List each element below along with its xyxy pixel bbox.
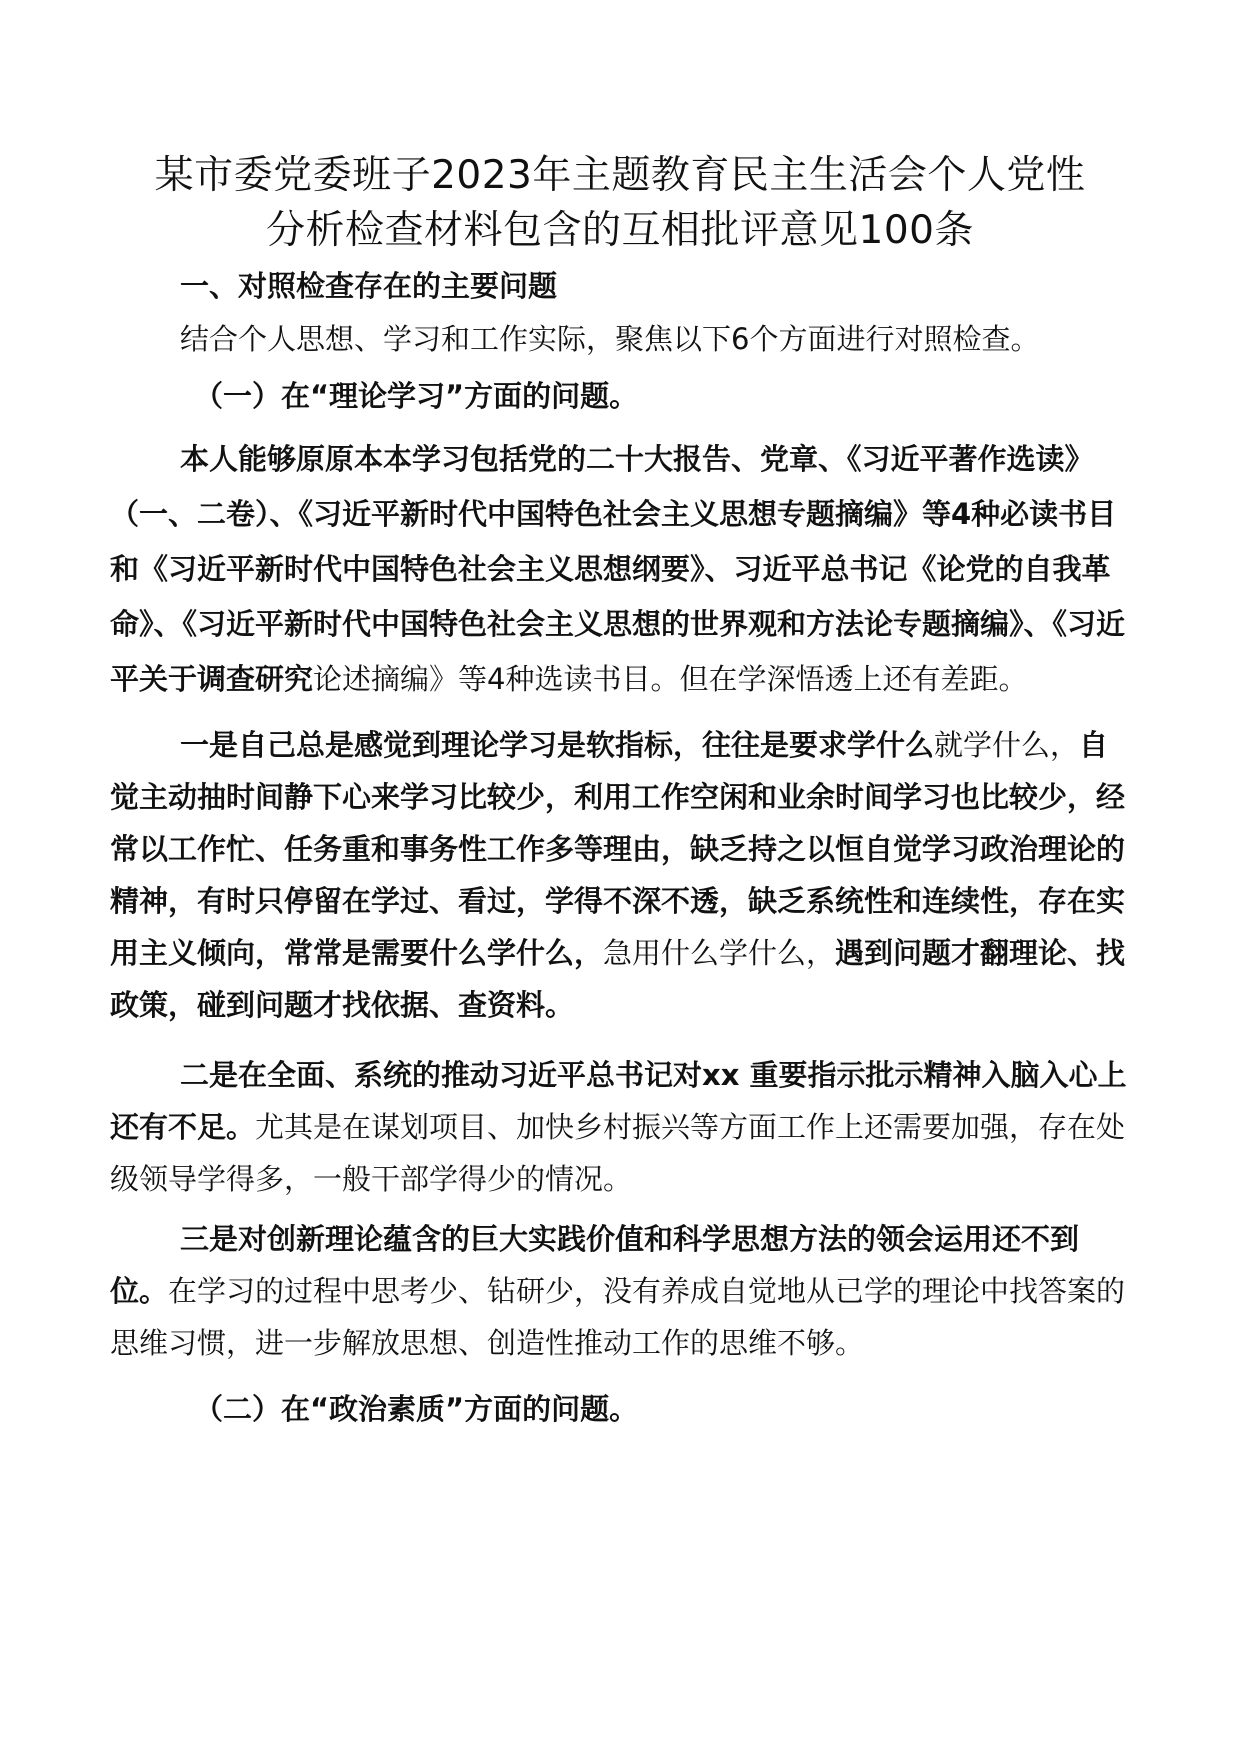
title-line-2: 分析检查材料包含的互相批评意见100条 [266,208,974,253]
reading-list-bold-text: 本人能够原原本本学习包括党的二十大报告、党章、《习近平著作选读》（一、二卷）、《习近平新时代中国特色社会主义思想专题摘编》等4种必读书目和《习近平新时代中国特色社会主义思想纲要》、习近平总书记《论党的自我革命》、《习近平新时代中国特色社会主义思想的世界观和方法论专题摘编》、《习近平关于调查研究 [110,442,1126,696]
paragraph-point-two [110,1049,1130,1205]
paragraph-point-one [110,719,1130,1031]
reading-list-normal-text: 论述摘编》等4种选读书目。但在学深悟透上还有差距。 [313,662,1028,696]
title-line-1: 某市委党委班子2023年主题教育民主生活会个人党性 [154,153,1086,198]
subsection-heading-political-quality: （二）在“政治素质”方面的问题。 [194,1392,639,1426]
point-one-normal-b: 急用什么学什么， [603,936,836,970]
subsection-heading-theory-study: （一）在“理论学习”方面的问题。 [194,379,639,413]
point-two-bold: 二是在全面、系统的推动习近平总书记对xx 重要指示批示精神入脑入心上还有不足。 [110,1058,1127,1144]
section-heading-1: 一、对照检查存在的主要问题 [180,269,558,303]
point-two-normal: 尤其是在谋划项目、加快乡村振兴等方面工作上还需要加强，存在处级领导学得多，一般干部学得少的情况。 [110,1110,1126,1196]
point-one-normal-a: 就学什么， [934,728,1080,762]
point-three-bold: 三是对创新理论蕴含的巨大实践价值和科学思想方法的领会运用还不到位。 [110,1222,1080,1308]
document-title [110,148,1130,258]
point-three-normal: 在学习的过程中思考少、钻研少，没有养成自觉地从已学的理论中找答案的思维习惯，进一步解放思想、创造性推动工作的思维不够。 [110,1274,1126,1360]
intro-paragraph: 结合个人思想、学习和工作实际，聚焦以下6个方面进行对照检查。 [180,322,1040,356]
point-one-bold-c: 遇到问题才翻理论、找政策，碰到问题才找依据、查资料。 [110,936,1126,1022]
point-one-bold-b: 自觉主动抽时间静下心来学习比较少，利用工作空闲和业余时间学习也比较少，经常以工作忙、任务重和事务性工作多等理由，缺乏持之以恒自觉学习政治理论的精神，有时只停留在学过、看过，学得不深不透，缺乏系统性和连续性，存在实用主义倾向，常常是需要什么学什么， [110,728,1126,970]
point-one-bold-a: 一是自己总是感觉到理论学习是软指标，往往是要求学什么 [180,728,935,762]
paragraph-point-three [110,1213,1130,1369]
paragraph-reading-list [110,432,1130,707]
